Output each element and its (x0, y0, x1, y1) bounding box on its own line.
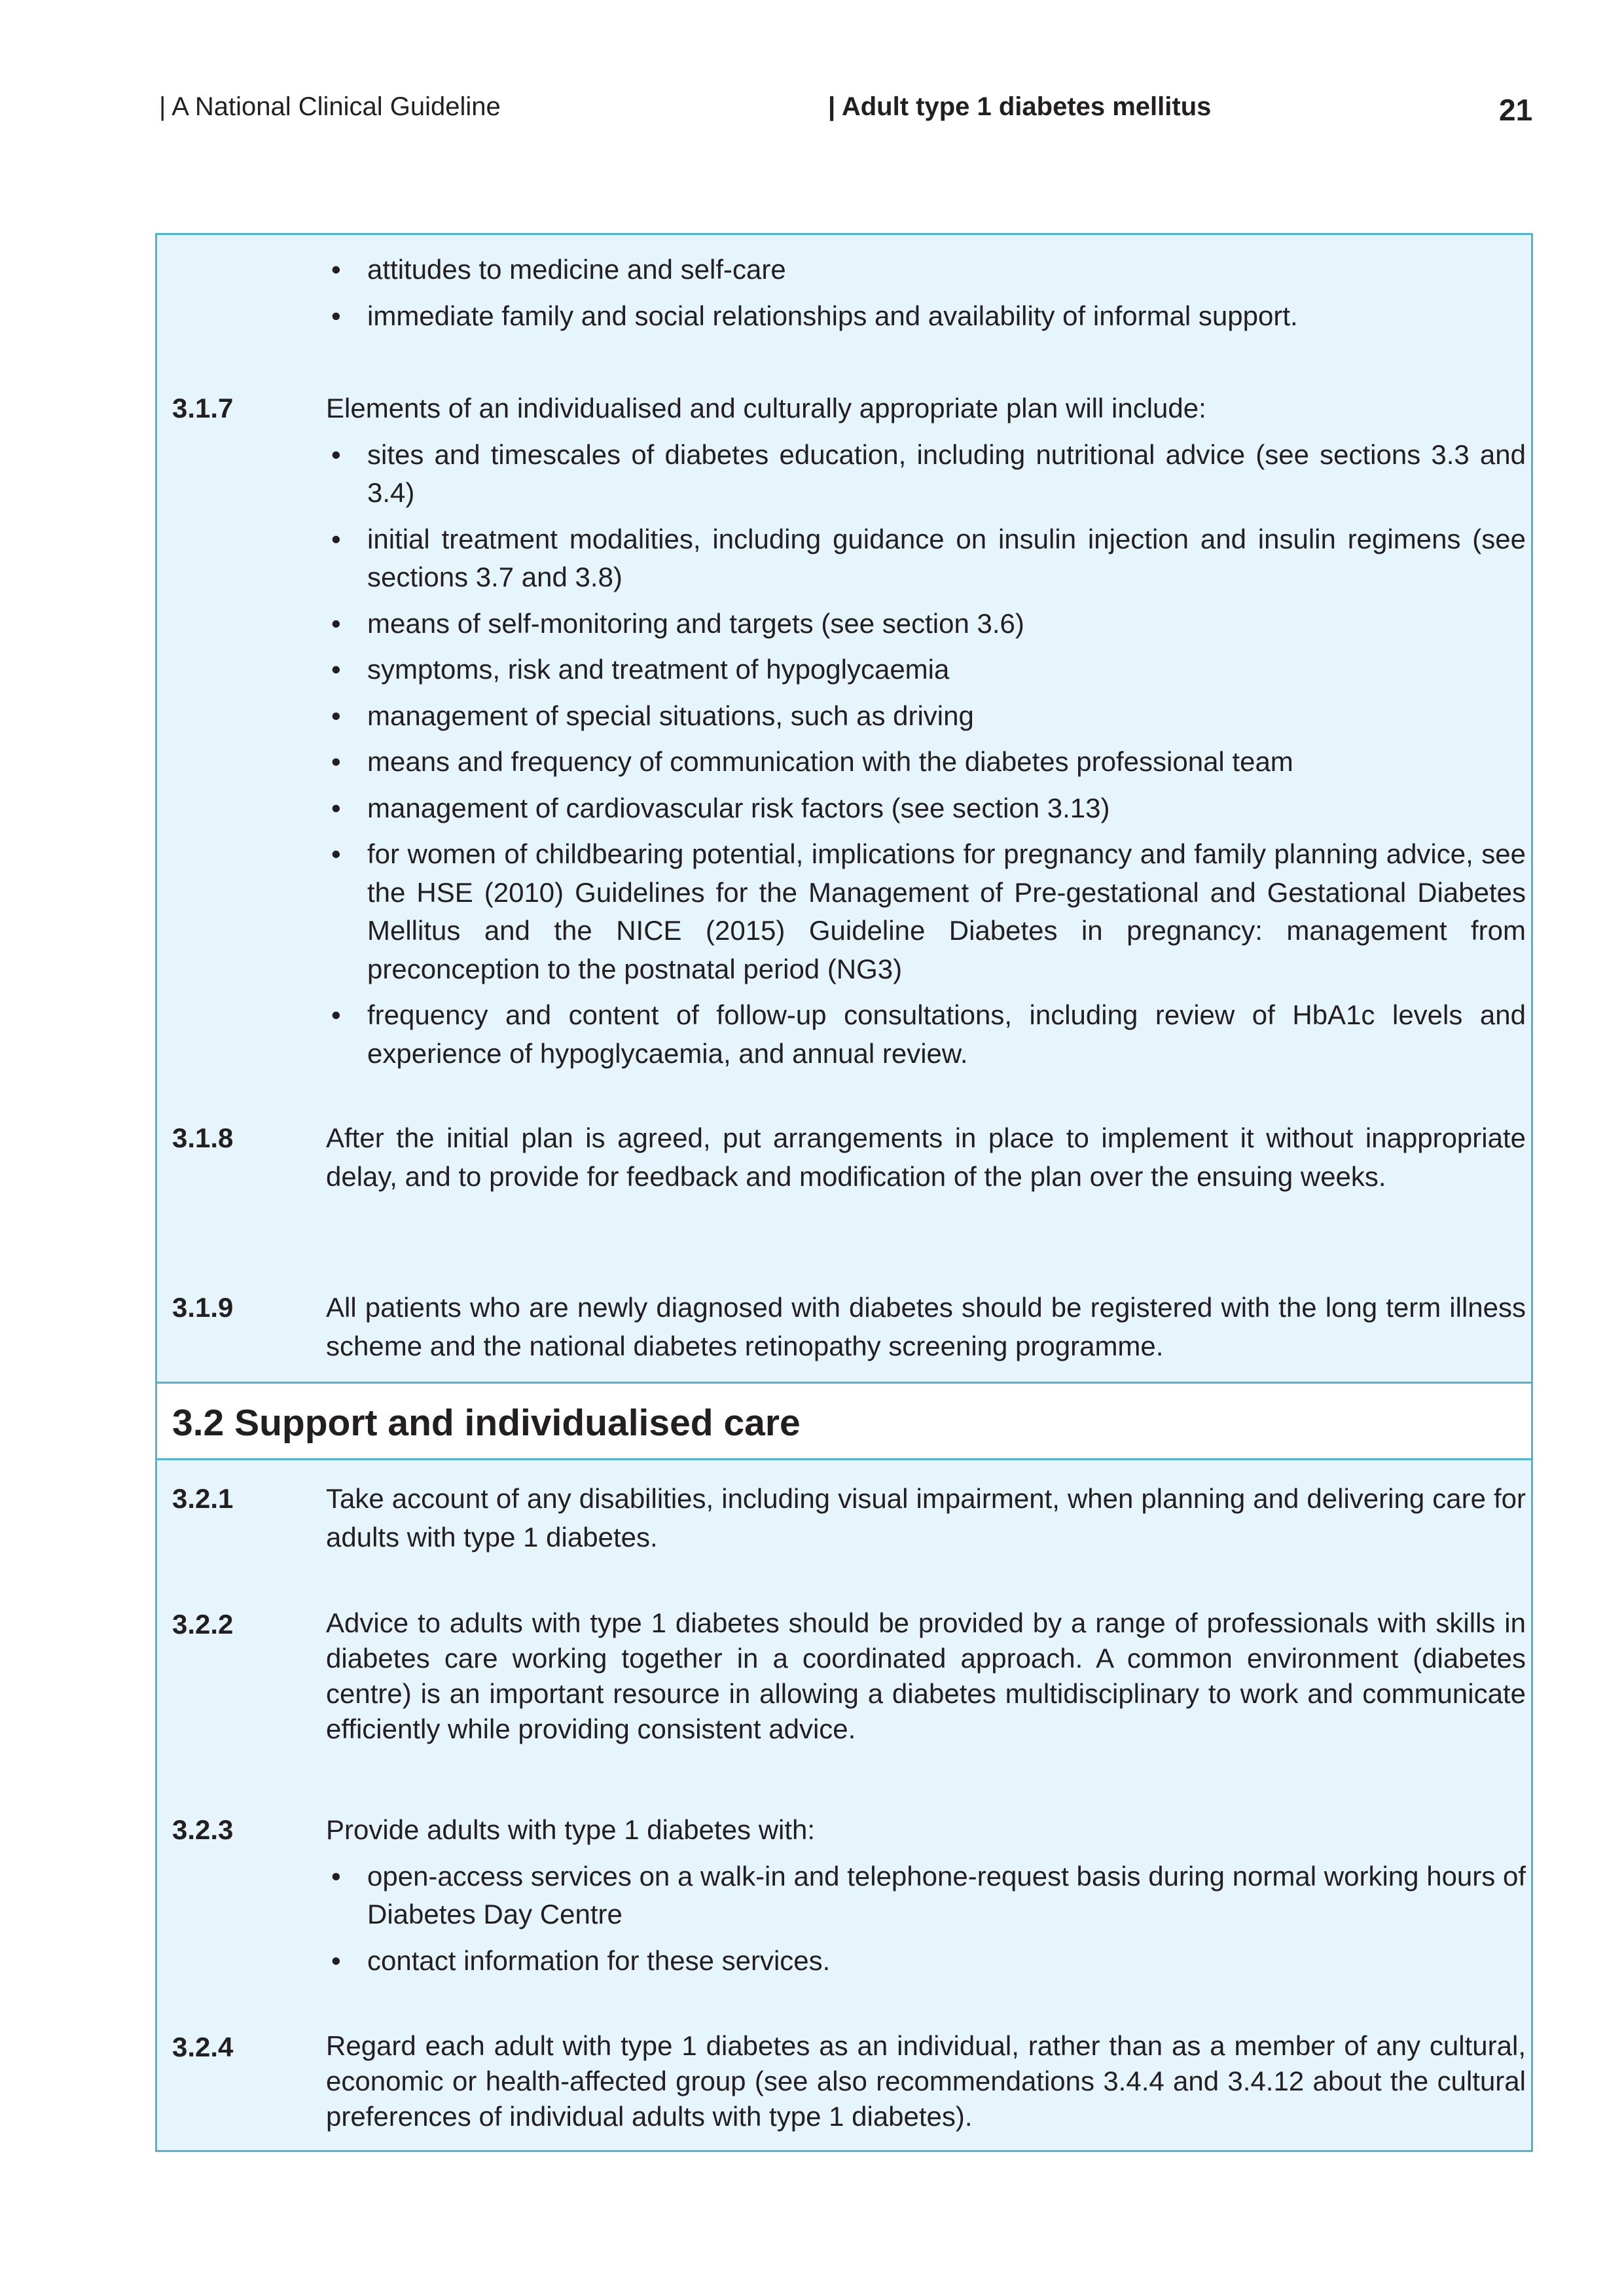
running-header-left: | A National Clinical Guideline (159, 92, 501, 121)
list-item: • means and frequency of communication with the diabetes professional team (326, 743, 1526, 781)
rec-lead-text: Elements of an individualised and culturally appropriate plan will include: (326, 393, 1206, 423)
list-item: • means of self-monitoring and targets (see section 3.6) (326, 605, 1526, 643)
list-item: • management of cardiovascular risk factors (see section 3.13) (326, 789, 1526, 828)
rec-text: Advice to adults with type 1 diabetes should be provided by a range of professionals with skills in diabetes care working together in a coordinated approach. A common environment (diabetes centre) is an important resource in allowing a diabetes multidisciplinary to work and communicate efficiently while providing consistent advice. (326, 1607, 1526, 1744)
list-item: • contact information for these services. (326, 1942, 1526, 1981)
rec-3-2-2 (326, 1605, 1526, 1747)
rec-number-3-1-7: 3.1.7 (172, 393, 234, 423)
rec-3-1-7 (326, 389, 1526, 1081)
rec-3-2-1 (326, 1480, 1526, 1556)
rec-number-3-2-1: 3.2.1 (172, 1483, 234, 1514)
rec-number-3-2-3: 3.2.3 (172, 1814, 234, 1845)
rec-text: After the initial plan is agreed, put arrangements in place to implement it without inappropriate delay, and to provide for feedback and modification of the plan over the ensuing weeks. (326, 1122, 1526, 1192)
rec-number-3-1-8: 3.1.8 (172, 1122, 234, 1153)
list-item: • immediate family and social relationships and availability of informal support. (326, 297, 1526, 336)
rec-3-2-3 (326, 1811, 1526, 1988)
list-item: • initial treatment modalities, including guidance on insulin injection and insulin regimens (see sections 3.7 and 3.8) (326, 520, 1526, 597)
list-item: • frequency and content of follow-up consultations, including review of HbA1c levels and experience of hypoglycaemia, and annual review. (326, 996, 1526, 1073)
rec-3-1-8 (326, 1119, 1526, 1196)
list-item: • symptoms, risk and treatment of hypoglycaemia (326, 651, 1526, 689)
rec-lead-text: Provide adults with type 1 diabetes with: (326, 1814, 816, 1845)
page-number: 21 (1499, 93, 1533, 127)
rec-text: Take account of any disabilities, including visual impairment, when planning and delivering care for adults with type 1 diabetes. (326, 1483, 1526, 1552)
list-item: • sites and timescales of diabetes education, including nutritional advice (see sections 3.3 and 3.4) (326, 436, 1526, 512)
rec-3-2-4 (326, 2028, 1526, 2134)
list-item: • attitudes to medicine and self-care (326, 251, 1526, 289)
section-heading-band (157, 1382, 1531, 1460)
rec-number-3-2-2: 3.2.2 (172, 1609, 234, 1640)
list-item: • management of special situations, such as driving (326, 697, 1526, 736)
list-item: • for women of childbearing potential, implications for pregnancy and family planning advice, see the HSE (2010) Guidelines for the Management of Pre-gestational and Gestational Diabetes Mellitus and the NICE (2015) Guideline Diabetes in pregnancy: management from preconception to the postnatal period (NG3) (326, 835, 1526, 988)
list-item: • open-access services on a walk-in and telephone-request basis during normal working hours of Diabetes Day Centre (326, 1857, 1526, 1934)
continued-list (326, 251, 1526, 343)
rec-3-1-9 (326, 1289, 1526, 1365)
rec-number-3-1-9: 3.1.9 (172, 1292, 234, 1323)
rec-text: All patients who are newly diagnosed with diabetes should be registered with the long term illness scheme and the national diabetes retinopathy screening programme. (326, 1292, 1526, 1361)
section-title: 3.2 Support and individualised care (172, 1402, 801, 1444)
rec-text: Regard each adult with type 1 diabetes as an individual, rather than as a member of any cultural, economic or health-affected group (see also recommendations 3.4.4 and 3.4.12 about the cultural preferences of individual adults with type 1 diabetes). (326, 2030, 1526, 2132)
rec-number-3-2-4: 3.2.4 (172, 2032, 234, 2062)
running-header-title: | Adult type 1 diabetes mellitus (828, 92, 1212, 121)
recommendations-box (155, 233, 1533, 2152)
